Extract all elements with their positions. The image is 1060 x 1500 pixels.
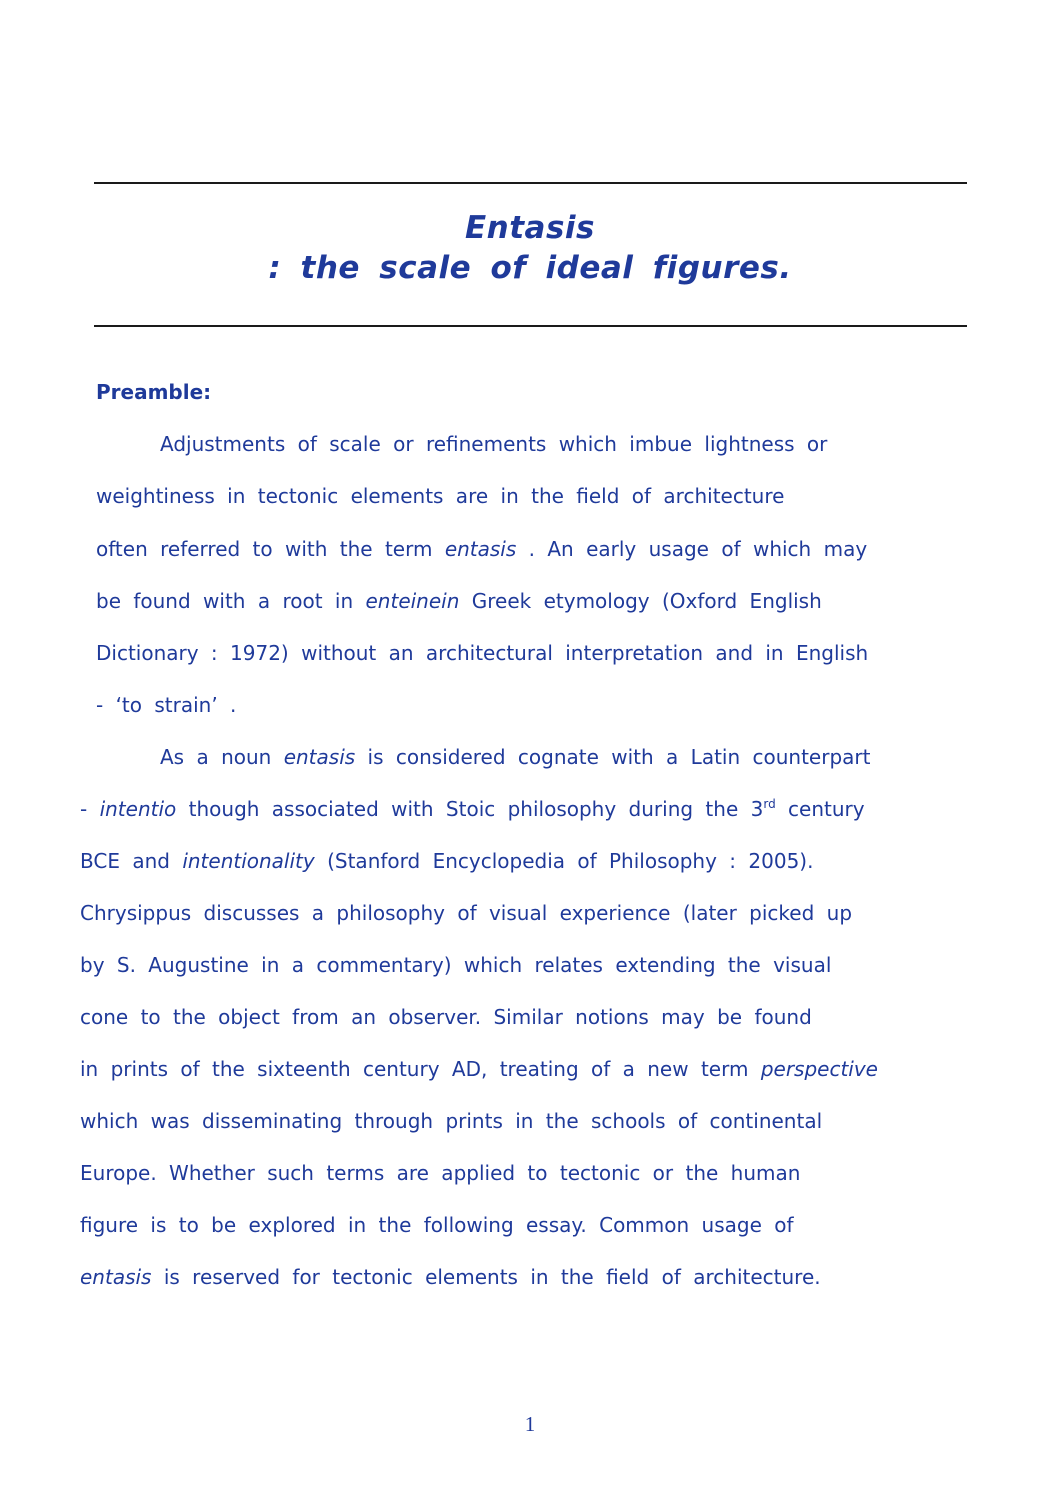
- body-line: [80, 849, 813, 873]
- body-text-run: cone to the object from an observer. Similar notions may be found: [80, 1005, 812, 1029]
- title-line-2: : the scale of ideal figures.: [268, 250, 792, 286]
- body-line: [160, 432, 827, 456]
- body-line: [96, 589, 822, 613]
- body-text-run: figure is to be explored in the following essay. Common usage of: [80, 1213, 794, 1237]
- italic-term: perspective: [760, 1057, 878, 1081]
- body-text-run: Europe. Whether such terms are applied to tectonic or the human: [80, 1161, 801, 1185]
- body-line: [80, 953, 831, 977]
- body-line: [96, 693, 236, 717]
- italic-term: entasis: [80, 1265, 152, 1289]
- body-line: [80, 1109, 822, 1133]
- body-text-run: century: [775, 797, 865, 821]
- body-text-run: As a noun: [160, 745, 284, 769]
- body-text-run: BCE and: [80, 849, 183, 873]
- body-text-run: weightiness in tectonic elements are in the field of architecture: [96, 484, 785, 508]
- body-line: [80, 1265, 821, 1289]
- body-text-run: often referred to with the term: [96, 537, 445, 561]
- top-rule: [94, 182, 967, 184]
- body-text-run: Greek etymology (Oxford English: [459, 589, 822, 613]
- italic-term: entasis: [444, 537, 517, 561]
- italic-term: enteinein: [365, 589, 460, 613]
- italic-term: intentionality: [182, 849, 315, 873]
- body-line: [80, 1005, 812, 1029]
- body-text-run: Adjustments of scale or refinements which imbue lightness or: [160, 432, 828, 456]
- body-text-run: Chrysippus discusses a philosophy of visual experience (later picked up: [80, 901, 853, 925]
- italic-term: entasis: [283, 745, 356, 769]
- body-line: [80, 1213, 794, 1237]
- body-text-run: though associated with Stoic philosophy during the 3: [176, 797, 764, 821]
- body-text-run: -: [80, 797, 100, 821]
- body-text-run: in prints of the sixteenth century AD, treating of a new term: [80, 1057, 761, 1081]
- body-line: [96, 641, 868, 665]
- page-number: 1: [524, 1412, 536, 1436]
- title-line-1: Entasis: [464, 210, 595, 246]
- body-text-run: - ‘to strain’ .: [96, 693, 237, 717]
- body-line: [160, 745, 870, 769]
- bottom-rule: [94, 325, 967, 327]
- body-line: [80, 1161, 800, 1185]
- body-line: [96, 484, 784, 508]
- superscript: rd: [763, 797, 776, 811]
- body-text-run: is considered cognate with a Latin counterpart: [355, 745, 871, 769]
- body-text-run: by S. Augustine in a commentary) which relates extending the visual: [80, 953, 832, 977]
- italic-term: intentio: [99, 797, 177, 821]
- body-text-run: . An early usage of which may: [516, 537, 868, 561]
- body-text-run: be found with a root in: [96, 589, 366, 613]
- body-text-run: Dictionary : 1972) without an architectural interpretation and in English: [96, 641, 869, 665]
- body-line: [80, 797, 865, 821]
- body-line: [80, 901, 852, 925]
- body-text-run: (Stanford Encyclopedia of Philosophy : 2005).: [314, 849, 814, 873]
- body-text-run: is reserved for tectonic elements in the field of architecture.: [151, 1265, 821, 1289]
- preamble-heading: Preamble:: [96, 380, 212, 404]
- body-line: [80, 1057, 878, 1081]
- body-text-run: which was disseminating through prints in the schools of continental: [80, 1109, 823, 1133]
- body-line: [96, 537, 867, 561]
